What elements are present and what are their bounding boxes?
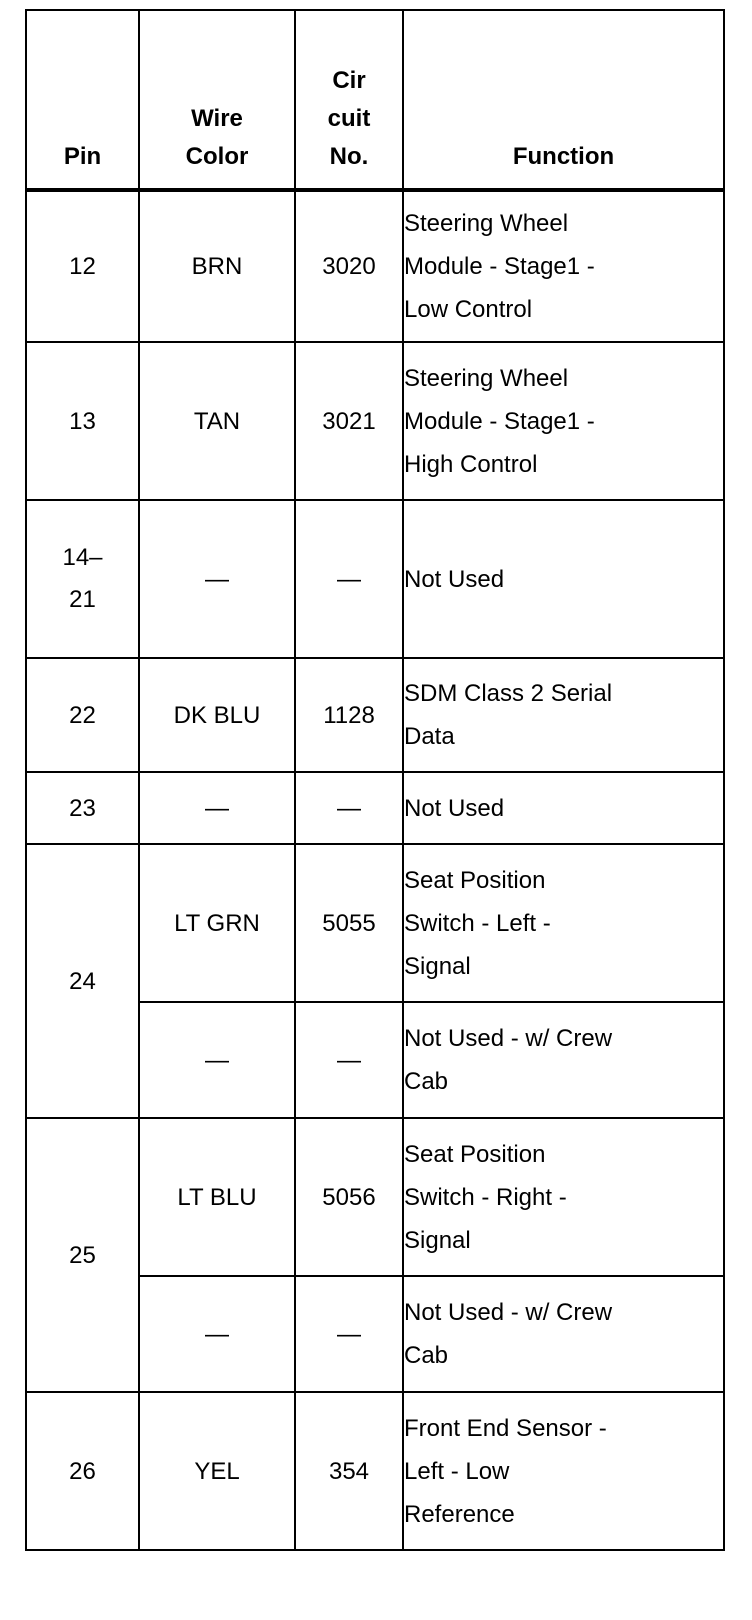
circuit-cell: 1128 (295, 658, 403, 772)
table-row (26, 844, 724, 1002)
circuit-cell: 354 (295, 1392, 403, 1550)
wire-color-cell: — (139, 1276, 295, 1392)
pinout-table (25, 9, 725, 1551)
table-row (26, 658, 724, 772)
function-cell: Steering Wheel Module - Stage1 - Low Control (403, 190, 724, 342)
wire-color-cell: DK BLU (139, 658, 295, 772)
header-wire-color: Wire Color (139, 10, 295, 190)
circuit-cell: — (295, 772, 403, 844)
table-row (26, 190, 724, 342)
pin-cell: 13 (26, 342, 139, 500)
header-circuit-no: Cir cuit No. (295, 10, 403, 190)
function-cell: Not Used (403, 500, 724, 658)
function-cell: Front End Sensor - Left - Low Reference (403, 1392, 724, 1550)
wire-color-cell: — (139, 500, 295, 658)
pin-cell: 23 (26, 772, 139, 844)
pin-cell: 14– 21 (26, 500, 139, 658)
pin-cell: 25 (26, 1118, 139, 1392)
circuit-cell: 5055 (295, 844, 403, 1002)
header-pin: Pin (26, 10, 139, 190)
table-row (26, 342, 724, 500)
function-cell: Seat Position Switch - Left - Signal (403, 844, 724, 1002)
table-row (26, 772, 724, 844)
function-cell: Not Used - w/ Crew Cab (403, 1002, 724, 1118)
circuit-cell: 3020 (295, 190, 403, 342)
table-row (26, 500, 724, 658)
function-cell: SDM Class 2 Serial Data (403, 658, 724, 772)
pin-cell: 24 (26, 844, 139, 1118)
circuit-cell: — (295, 1276, 403, 1392)
pin-cell: 22 (26, 658, 139, 772)
wire-color-cell: TAN (139, 342, 295, 500)
header-row (26, 10, 724, 190)
wire-color-cell: BRN (139, 190, 295, 342)
wire-color-cell: — (139, 772, 295, 844)
function-cell: Not Used - w/ Crew Cab (403, 1276, 724, 1392)
circuit-cell: — (295, 500, 403, 658)
circuit-cell: 3021 (295, 342, 403, 500)
pin-cell: 26 (26, 1392, 139, 1550)
circuit-cell: 5056 (295, 1118, 403, 1276)
wire-color-cell: LT BLU (139, 1118, 295, 1276)
circuit-cell: — (295, 1002, 403, 1118)
pin-cell: 12 (26, 190, 139, 342)
wire-color-cell: — (139, 1002, 295, 1118)
function-cell: Steering Wheel Module - Stage1 - High Control (403, 342, 724, 500)
function-cell: Not Used (403, 772, 724, 844)
wire-color-cell: YEL (139, 1392, 295, 1550)
wire-color-cell: LT GRN (139, 844, 295, 1002)
table-row (26, 1118, 724, 1276)
header-function: Function (403, 10, 724, 190)
function-cell: Seat Position Switch - Right - Signal (403, 1118, 724, 1276)
table-row (26, 1392, 724, 1550)
